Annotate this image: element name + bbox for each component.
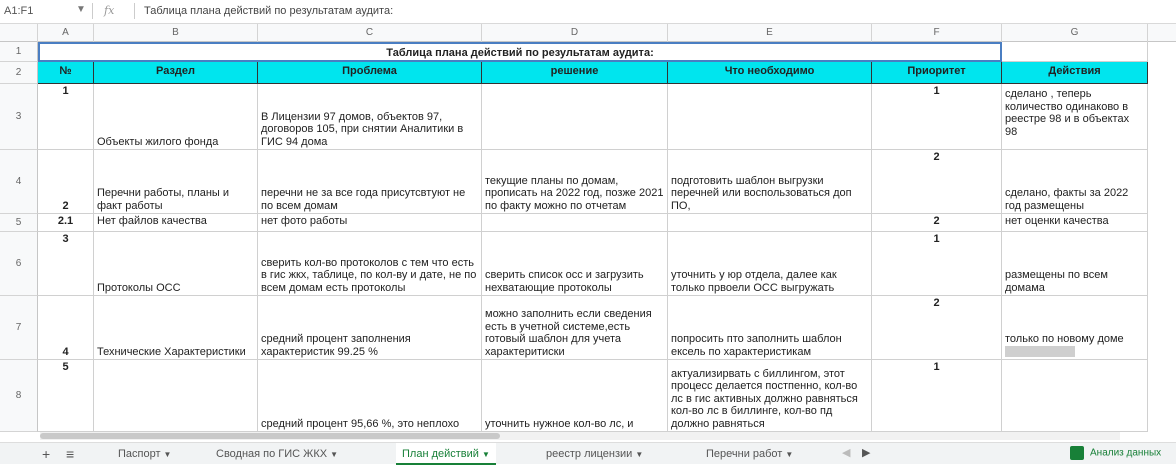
- table-row: [38, 150, 1148, 214]
- nuzhno-text: попросить пто заполнить шаблон ексель по характеристикам: [671, 333, 842, 358]
- redacted-block: [1005, 346, 1075, 357]
- deystviya-text: сделано, факты за 2022 год размещены: [1005, 187, 1129, 212]
- header-num[interactable]: №: [38, 62, 94, 84]
- reshenie-text: сверить список осс и загрузить нехватающие протоколы: [485, 269, 644, 294]
- scroll-tabs-right-icon[interactable]: ▶: [862, 447, 871, 459]
- table-row: [38, 296, 1148, 360]
- table-cell[interactable]: [668, 84, 872, 150]
- header-prioritet[interactable]: Приоритет: [872, 62, 1002, 84]
- sheet-title[interactable]: Таблица плана действий по результатам аудита:: [38, 42, 1002, 62]
- row-header-8[interactable]: 8: [0, 360, 38, 432]
- table-cell[interactable]: [668, 232, 872, 296]
- table-cell[interactable]: [1002, 232, 1148, 296]
- table-cell[interactable]: [482, 296, 668, 360]
- chevron-down-icon: ▼: [785, 450, 794, 459]
- table-cell[interactable]: [258, 232, 482, 296]
- problema-text: средний процент 95,66 %, это неплохо: [261, 417, 460, 430]
- header-row: [38, 62, 1148, 84]
- table-cell[interactable]: [668, 296, 872, 360]
- row-header-5[interactable]: 5: [0, 214, 38, 232]
- table-cell[interactable]: [668, 150, 872, 214]
- explore-icon: [1070, 446, 1084, 460]
- header-razdel[interactable]: Раздел: [94, 62, 258, 84]
- row-number[interactable]: 3: [38, 232, 94, 296]
- tab-action-plan[interactable]: [396, 443, 496, 465]
- razdel-text: Объекты жилого фонда: [97, 135, 219, 148]
- row-header-3[interactable]: 3: [0, 84, 38, 150]
- tab-passport[interactable]: [112, 443, 177, 465]
- row-header-6[interactable]: 6: [0, 232, 38, 296]
- table-cell[interactable]: [258, 360, 482, 432]
- table-cell[interactable]: [668, 360, 872, 432]
- table-cell[interactable]: [94, 150, 258, 214]
- table-cell[interactable]: [94, 296, 258, 360]
- priority-cell[interactable]: 2: [872, 150, 1002, 214]
- formula-bar: [0, 0, 1176, 24]
- chevron-down-icon: ▼: [635, 450, 644, 459]
- table-cell[interactable]: [258, 296, 482, 360]
- divider: [92, 3, 93, 19]
- all-sheets-menu-icon[interactable]: ≡: [66, 446, 75, 462]
- deystviya-text: [1005, 333, 1144, 358]
- tab-summary-gis[interactable]: [210, 443, 344, 465]
- column-header-c[interactable]: C: [258, 24, 482, 42]
- row-header-2[interactable]: 2: [0, 62, 38, 84]
- function-icon: fx: [104, 4, 115, 17]
- row-header-1[interactable]: 1: [0, 42, 38, 62]
- problema-text: сверить кол-во протоколов с тем что есть в гис жкх, таблице, по кол-ву и дате, не по всем домам есть протоколы: [261, 256, 477, 294]
- tab-label: реестр лицензии: [546, 448, 633, 460]
- problema-text: перечни не за все года присутсвтуют не по всем домам: [261, 187, 466, 212]
- table-cell[interactable]: [482, 150, 668, 214]
- column-header-g[interactable]: G: [1002, 24, 1148, 42]
- column-headers: [0, 24, 1176, 42]
- table-row: [38, 84, 1148, 150]
- table-cell[interactable]: [668, 214, 872, 232]
- column-header-b[interactable]: B: [94, 24, 258, 42]
- column-header-e[interactable]: E: [668, 24, 872, 42]
- table-row: [38, 214, 1148, 232]
- column-header-d[interactable]: D: [482, 24, 668, 42]
- priority-cell[interactable]: 1: [872, 360, 1002, 432]
- scrollbar-thumb[interactable]: [40, 433, 500, 439]
- sheet-tab-bar: [0, 442, 1176, 464]
- row-header-7[interactable]: 7: [0, 296, 38, 360]
- tab-license-registry[interactable]: [540, 443, 649, 465]
- chevron-down-icon[interactable]: ▼: [76, 4, 86, 15]
- nuzhno-text: подготовить шаблон выгрузки перечней или воспользоваться доп ПО,: [671, 174, 852, 212]
- table-row: [38, 232, 1148, 296]
- table-cell[interactable]: [1002, 150, 1148, 214]
- reshenie-text: уточнить нужное кол-во лс, и: [485, 417, 634, 430]
- deystviya-label: только по новому доме: [1005, 333, 1124, 345]
- tab-label: План действий: [402, 448, 479, 460]
- razdel-text[interactable]: Нет файлов качества: [94, 214, 258, 232]
- table-cell[interactable]: [482, 232, 668, 296]
- problema-text: В Лицензии 97 домов, объектов 97, договоров 105, при снятии Аналитики в ГИС 94 дома: [261, 110, 464, 148]
- tab-label: Перечни работ: [706, 448, 783, 460]
- priority-cell[interactable]: 1: [872, 84, 1002, 150]
- table-cell[interactable]: [482, 84, 668, 150]
- row-number[interactable]: 5: [38, 360, 94, 432]
- add-sheet-icon[interactable]: +: [42, 446, 51, 462]
- problema-text: средний процент заполнения характеристик 99.25 %: [261, 333, 411, 358]
- column-header-a[interactable]: A: [38, 24, 94, 42]
- header-nuzhno[interactable]: Что необходимо: [668, 62, 872, 84]
- tab-label: Сводная по ГИС ЖКХ: [216, 448, 328, 460]
- reshenie-text: текущие планы по домам, прописать на 2022 год, позже 2021 по факту можно по отчетам: [485, 174, 664, 212]
- row-number: 2: [62, 199, 69, 212]
- formula-input[interactable]: Таблица плана действий по результатам аудита:: [144, 5, 394, 17]
- header-reshenie[interactable]: решение: [482, 62, 668, 84]
- problema-text[interactable]: нет фото работы: [258, 214, 482, 232]
- table-cell[interactable]: [1002, 42, 1148, 62]
- priority-cell[interactable]: 2: [872, 214, 1002, 232]
- row-number[interactable]: 2.1: [38, 214, 94, 232]
- priority-cell[interactable]: 2: [872, 296, 1002, 360]
- tab-label: Паспорт: [118, 448, 161, 460]
- scroll-tabs-left-icon[interactable]: ◀: [842, 447, 851, 459]
- header-problema[interactable]: Проблема: [258, 62, 482, 84]
- razdel-text: Перечни работы, планы и факт работы: [97, 187, 230, 212]
- chevron-down-icon: ▼: [163, 450, 172, 459]
- deystviya-text: сделано , теперь количество одинаково в реестре 98 и в объектах 98: [1005, 88, 1130, 138]
- table-cell[interactable]: [1002, 84, 1148, 150]
- razdel-text: Протоколы ОСС: [97, 281, 181, 294]
- chevron-down-icon: ▼: [330, 450, 338, 459]
- table-cell[interactable]: [94, 84, 258, 150]
- select-all-corner[interactable]: [0, 24, 38, 42]
- table-cell[interactable]: [258, 150, 482, 214]
- priority-cell[interactable]: 1: [872, 232, 1002, 296]
- table-cell[interactable]: [482, 214, 668, 232]
- table-cell[interactable]: [258, 84, 482, 150]
- table-cell[interactable]: [1002, 296, 1148, 360]
- cell-reference-box[interactable]: A1:F1: [4, 5, 34, 17]
- deystviya-text: размещены по всем домама: [1005, 269, 1108, 294]
- header-deystviya[interactable]: Действия: [1002, 62, 1148, 84]
- deystviya-text[interactable]: нет оценки качества: [1002, 214, 1148, 232]
- razdel-text: Технические Характеристики: [97, 345, 246, 358]
- explore-label: Анализ данных: [1090, 447, 1162, 459]
- reshenie-text: можно заполнить если сведения есть в учетной системе,есть готовый шаблон для учета характеритиски: [485, 308, 652, 358]
- table-cell[interactable]: [38, 296, 94, 360]
- explore-button[interactable]: [1070, 446, 1170, 462]
- table-cell[interactable]: [94, 232, 258, 296]
- divider: [134, 3, 135, 19]
- row-number: 4: [62, 345, 69, 358]
- tab-work-lists[interactable]: [700, 443, 799, 465]
- row-number[interactable]: 1: [38, 84, 94, 150]
- nuzhno-text: уточнить у юр отдела, далее как только првоели ОСС выгружать: [671, 269, 837, 294]
- nuzhno-text: актуализирвать с биллингом, этот процесс делается постпенно, кол-во лс в гис активных должно равняться кол-во лс в биллинге, кол-во пд должно равняться: [671, 367, 858, 430]
- title-row: [38, 42, 1148, 62]
- horizontal-scrollbar[interactable]: [40, 432, 1120, 440]
- table-cell[interactable]: [38, 150, 94, 214]
- table-cell[interactable]: [482, 360, 668, 432]
- column-header-f[interactable]: F: [872, 24, 1002, 42]
- deystviya-text[interactable]: [1002, 360, 1148, 432]
- row-header-4[interactable]: 4: [0, 150, 38, 214]
- razdel-text[interactable]: [94, 360, 258, 432]
- table-row: [38, 360, 1148, 432]
- chevron-down-icon: ▼: [481, 450, 490, 459]
